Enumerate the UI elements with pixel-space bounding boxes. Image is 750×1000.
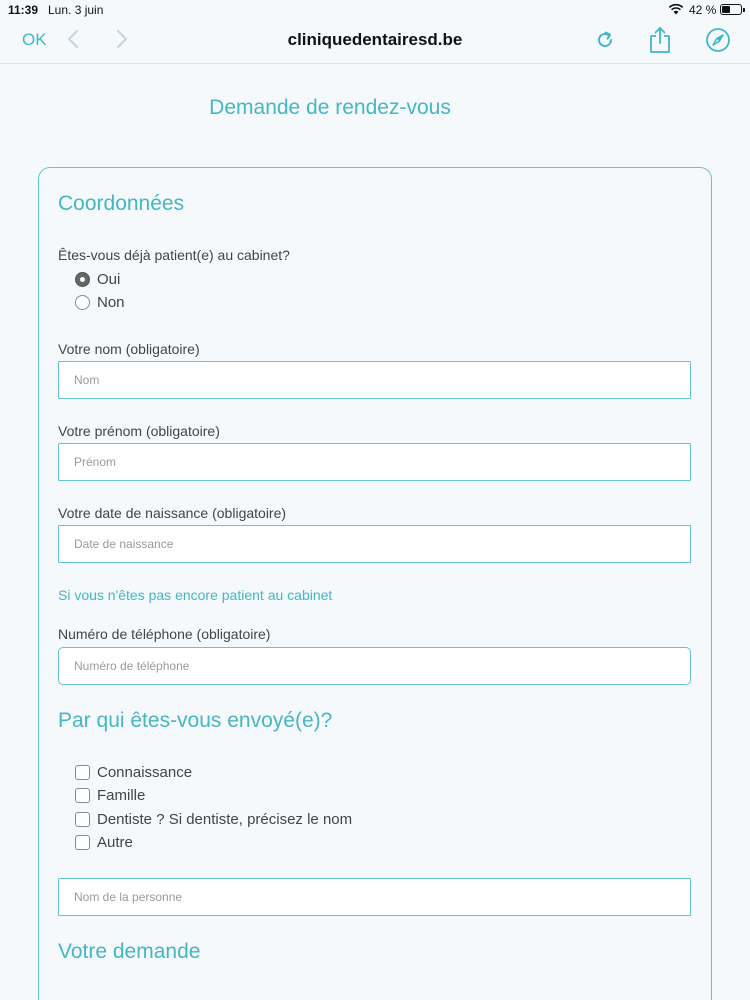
checkbox-option-famille[interactable]: [75, 785, 145, 805]
battery-percentage: 42 %: [689, 3, 717, 17]
status-time: 11:39: [8, 3, 39, 17]
radio-button[interactable]: [75, 295, 90, 310]
section-title-referral: Par qui êtes-vous envoyé(e)?: [58, 709, 333, 732]
compass-icon[interactable]: [704, 26, 732, 54]
appointment-form-card: [38, 167, 712, 1000]
checkbox[interactable]: [75, 835, 90, 850]
section-title-coordinates: Coordonnées: [58, 192, 185, 215]
radio-button-checked[interactable]: [75, 272, 90, 287]
phone-label: Numéro de téléphone (obligatoire): [58, 626, 271, 642]
checkbox-option-autre[interactable]: [75, 832, 133, 852]
new-patient-note: Si vous n'êtes pas encore patient au cabinet: [58, 587, 333, 603]
checkbox-option-connaissance[interactable]: [75, 762, 192, 782]
birthdate-input[interactable]: [58, 525, 691, 563]
checkbox[interactable]: [75, 812, 90, 827]
checkbox[interactable]: [75, 765, 90, 780]
radio-label-non: Non: [97, 293, 125, 311]
section-title-request: Votre demande: [58, 940, 201, 963]
radio-label-oui: Oui: [97, 270, 121, 288]
wifi-icon: [668, 3, 684, 15]
radio-option-non[interactable]: [75, 292, 125, 312]
checkbox-option-dentiste[interactable]: [75, 809, 352, 829]
first-name-label: Votre prénom (obligatoire): [58, 423, 220, 439]
birthdate-label: Votre date de naissance (obligatoire): [58, 505, 287, 521]
checkbox-label: Dentiste ? Si dentiste, précisez le nom: [97, 810, 353, 828]
radio-option-oui[interactable]: [75, 269, 120, 289]
referral-person-input[interactable]: [58, 878, 691, 916]
page-title: Demande de rendez-vous: [209, 96, 451, 119]
status-bar: [0, 0, 750, 20]
phone-input[interactable]: [58, 647, 691, 685]
first-name-input[interactable]: [58, 443, 691, 481]
checkbox[interactable]: [75, 788, 90, 803]
ok-button[interactable]: OK: [22, 30, 47, 49]
checkbox-label: Autre: [97, 833, 133, 851]
patient-question-label: Êtes-vous déjà patient(e) au cabinet?: [58, 247, 290, 263]
url-display[interactable]: cliniquedentairesd.be: [287, 30, 463, 49]
last-name-input[interactable]: [58, 361, 691, 399]
status-date: Lun. 3 juin: [48, 3, 104, 17]
checkbox-label: Connaissance: [97, 763, 193, 781]
last-name-label: Votre nom (obligatoire): [58, 341, 200, 357]
browser-nav-bar: [0, 20, 750, 64]
share-icon[interactable]: [646, 26, 674, 54]
checkbox-label: Famille: [97, 786, 146, 804]
battery-icon: [720, 4, 742, 15]
reload-icon[interactable]: [591, 26, 619, 54]
